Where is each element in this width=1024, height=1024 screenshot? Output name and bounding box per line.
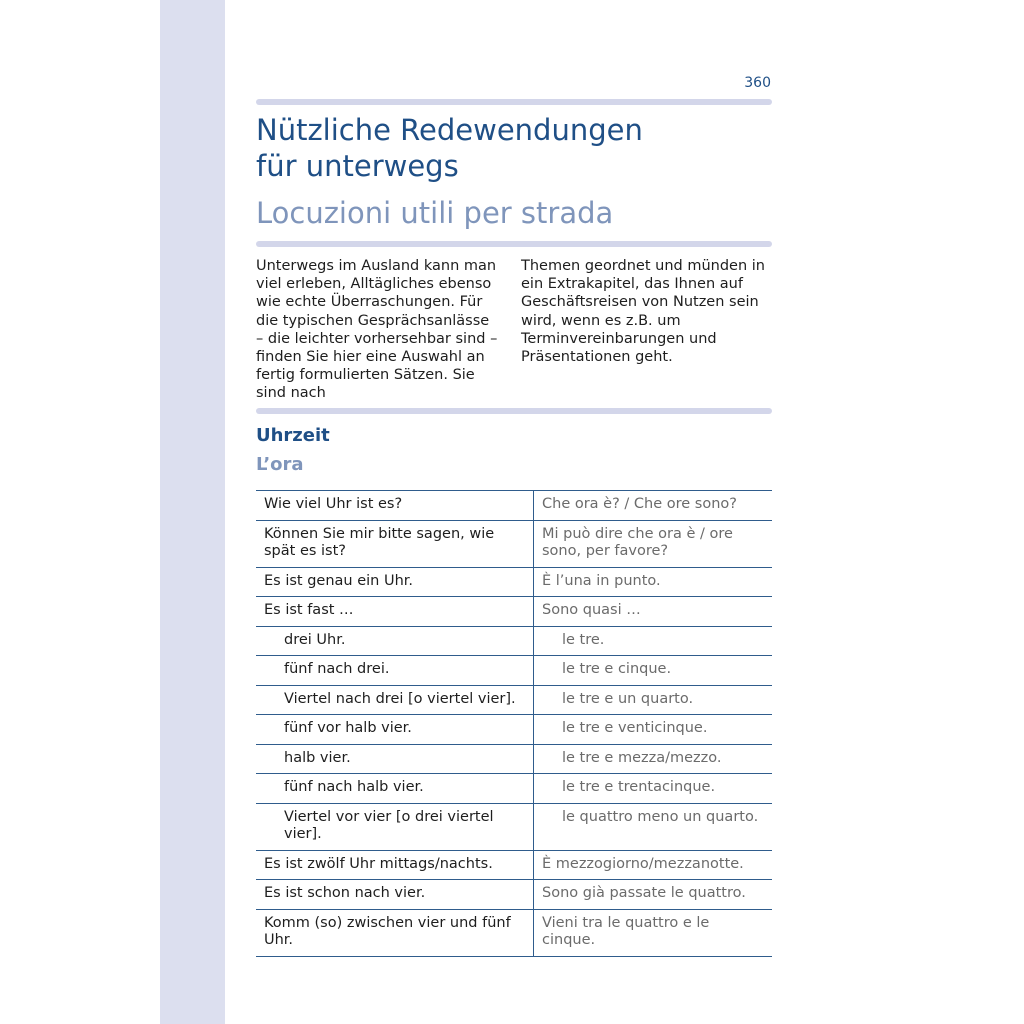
- phrase-german: Es ist schon nach vier.: [256, 880, 534, 910]
- phrase-italian: Che ora è? / Che ore sono?: [534, 491, 773, 521]
- phrase-italian: le tre e un quarto.: [534, 685, 773, 715]
- phrase-italian: Vieni tra le quattro e le cinque.: [534, 909, 773, 956]
- phrase-table: [256, 490, 772, 957]
- table-row: [256, 774, 772, 804]
- phrase-italian: Mi può dire che ora è / ore sono, per favore?: [534, 520, 773, 567]
- page-number: 360: [744, 75, 771, 91]
- section-heading-german: Uhrzeit: [256, 425, 330, 446]
- table-row: [256, 597, 772, 627]
- intro-column-1: Unterwegs im Ausland kann man viel erleben, Alltägliches ebenso wie echte Überraschungen. Für die typischen Gesprächsanlässe – die leichter vorhersehbar sind – finden Sie hier eine Auswahl an fertig formulierten Sätzen. Sie sind nach: [256, 258, 498, 402]
- phrase-italian: le tre e venticinque.: [534, 715, 773, 745]
- table-row: [256, 909, 772, 956]
- phrase-german: Können Sie mir bitte sagen, wie spät es ist?: [256, 520, 534, 567]
- phrase-german: fünf nach halb vier.: [256, 774, 534, 804]
- table-row: [256, 567, 772, 597]
- phrase-german: Es ist fast …: [256, 597, 534, 627]
- phrase-german: Wie viel Uhr ist es?: [256, 491, 534, 521]
- phrase-italian: le tre.: [534, 626, 773, 656]
- page-title-german-line2: für unterwegs: [256, 149, 459, 183]
- table-row: [256, 715, 772, 745]
- table-row: [256, 880, 772, 910]
- phrase-german: Komm (so) zwischen vier und fünf Uhr.: [256, 909, 534, 956]
- table-row: [256, 491, 772, 521]
- table-row: [256, 520, 772, 567]
- phrase-italian: le tre e mezza/mezzo.: [534, 744, 773, 774]
- phrase-italian: le quattro meno un quarto.: [534, 803, 773, 850]
- phrase-italian: È mezzogiorno/mezzanotte.: [534, 850, 773, 880]
- phrase-german: Es ist zwölf Uhr mittags/nachts.: [256, 850, 534, 880]
- title-divider: [256, 241, 772, 247]
- page-title-italian: Locuzioni utili per strada: [256, 196, 614, 230]
- phrase-german: fünf vor halb vier.: [256, 715, 534, 745]
- table-row: [256, 744, 772, 774]
- phrase-italian: le tre e trentacinque.: [534, 774, 773, 804]
- table-row: [256, 626, 772, 656]
- page-title-german-line1: Nützliche Redewendungen: [256, 113, 643, 147]
- page-title-german: [256, 112, 772, 184]
- phrase-italian: le tre e cinque.: [534, 656, 773, 686]
- phrase-german: Viertel nach drei [o viertel vier].: [256, 685, 534, 715]
- table-row: [256, 850, 772, 880]
- phrase-italian: Sono quasi …: [534, 597, 773, 627]
- table-row: [256, 685, 772, 715]
- top-divider: [256, 99, 772, 105]
- phrase-italian: È l’una in punto.: [534, 567, 773, 597]
- phrase-italian: Sono già passate le quattro.: [534, 880, 773, 910]
- phrase-table-body: [256, 491, 772, 957]
- side-margin-strip: [160, 0, 225, 1024]
- table-row: [256, 803, 772, 850]
- phrase-german: drei Uhr.: [256, 626, 534, 656]
- phrase-german: Viertel vor vier [o drei viertel vier].: [256, 803, 534, 850]
- section-divider: [256, 408, 772, 414]
- phrase-german: halb vier.: [256, 744, 534, 774]
- table-row: [256, 656, 772, 686]
- intro-column-2: Themen geordnet und münden in ein Extrakapitel, das Ihnen auf Geschäftsreisen von Nutzen sein wird, wenn es z.B. um Terminvereinbarungen und Präsentationen geht.: [521, 258, 765, 366]
- section-heading-italian: L’ora: [256, 454, 304, 475]
- phrase-german: Es ist genau ein Uhr.: [256, 567, 534, 597]
- phrase-german: fünf nach drei.: [256, 656, 534, 686]
